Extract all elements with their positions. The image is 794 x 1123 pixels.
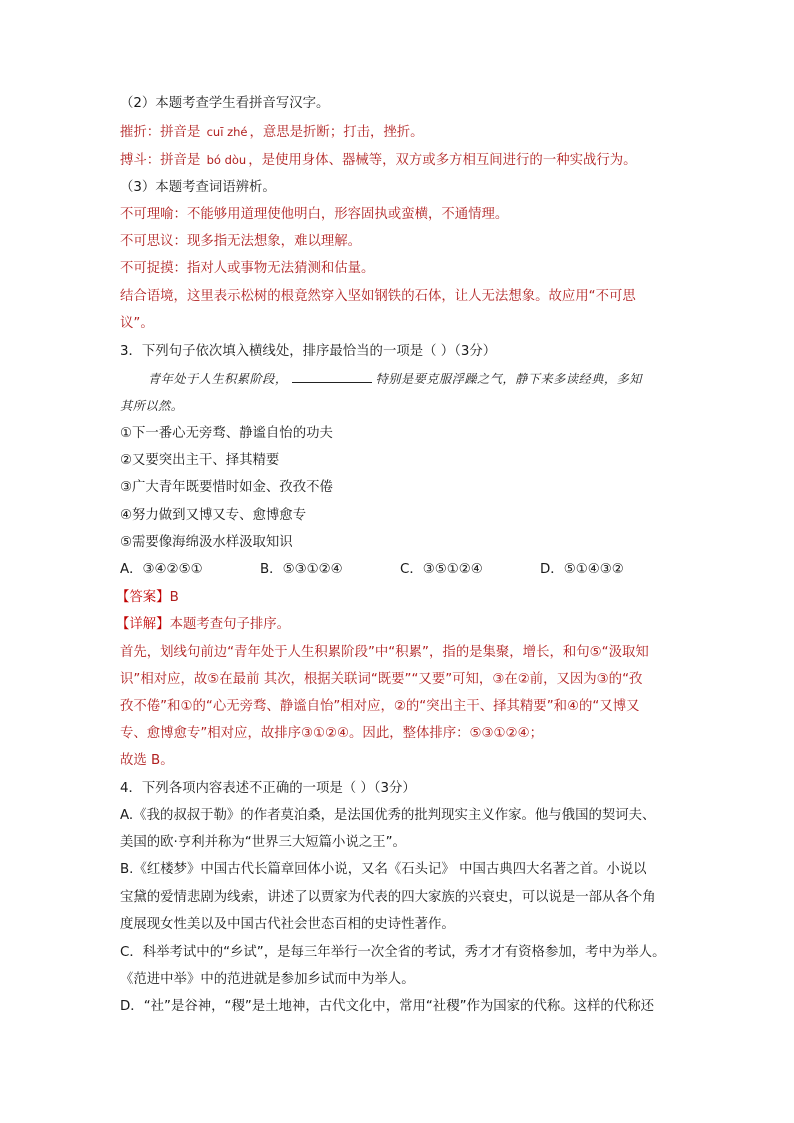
option-item-4: ④努力做到又博又专、愈博愈专 bbox=[120, 508, 307, 523]
option-item-5: ⑤需要像海绵汲水样汲取知识 bbox=[120, 535, 293, 550]
term-text: 搏斗：拼音是 bbox=[120, 153, 201, 168]
option-item-1: ①下一番心无旁骛、静谧自怡的功夫 bbox=[120, 426, 333, 441]
section-2-title: （2）本题考查学生看拼音写汉字。 bbox=[120, 96, 330, 111]
explain-line-4: 专、愈博愈专”相对应，故排序③①②④。因此，整体排序：⑤③①②④； bbox=[120, 726, 543, 741]
explain-head: 本题考查句子排序。 bbox=[169, 617, 291, 632]
choice-c: C．③⑤①②④ bbox=[400, 562, 483, 577]
meaning-text: ，意思是折断；打击，挫折。 bbox=[249, 125, 424, 140]
pinyin-text: bó dòu bbox=[206, 153, 247, 167]
question-3-sentence-cont: 其所以然。 bbox=[120, 399, 184, 413]
option-item-3: ③广大青年既要惜时如金、孜孜不倦 bbox=[120, 480, 333, 495]
context-conclusion-cont: 议”。 bbox=[120, 316, 154, 331]
pinyin-text: cuī zhé bbox=[206, 125, 248, 139]
word-explain-3: 不可捉摸：指对人或事物无法猜测和估量。 bbox=[120, 261, 375, 276]
explain-line-5: 故选 B。 bbox=[120, 753, 174, 768]
sentence-part-b: 特别是要克服浮躁之气，静下来多读经典，多知 bbox=[375, 372, 642, 386]
answer-tag: 【答案】 bbox=[116, 590, 170, 605]
q4-line-2: 美国的欧·亨利并称为“世界三大短篇小说之王”。 bbox=[120, 835, 406, 850]
explain-line bbox=[116, 616, 290, 634]
explain-line-3: 孜不倦”和①的“心无旁骛、静谧自怡”相对应，②的“突出主干、择其精要”和④的“又博又 bbox=[120, 699, 640, 714]
question-4-stem: 4．下列各项内容表述不正确的一项是（ ）（3分） bbox=[120, 781, 416, 796]
pinyin-item-bodou bbox=[120, 151, 637, 170]
answer-line bbox=[116, 589, 179, 607]
choice-d: D．⑤①④③② bbox=[540, 562, 624, 577]
q4-line-8: D．“社”是谷神，“稷”是土地神，古代文化中，常用“社稷”作为国家的代称。这样的代称还 bbox=[120, 999, 654, 1014]
question-3-sentence bbox=[148, 370, 642, 388]
term-text: 摧折：拼音是 bbox=[120, 125, 201, 140]
explain-line-2: 识”相对应，故⑤在最前 其次，根据关联词“既要”“又要”可知，③在②前，又因为③的“孜 bbox=[120, 672, 643, 687]
choice-b: B．⑤③①②④ bbox=[260, 562, 343, 577]
explain-tag: 【详解】 bbox=[116, 617, 170, 632]
q4-line-1: A.《我的叔叔于勒》的作者莫泊桑，是法国优秀的批判现实主义作家。他与俄国的契诃夫、 bbox=[120, 808, 656, 823]
sentence-part-a: 青年处于人生积累阶段， bbox=[148, 372, 288, 386]
context-conclusion: 结合语境，这里表示松树的根竟然穿入坚如钢铁的石体，让人无法想象。故应用“不可思 bbox=[120, 289, 636, 304]
explain-line-1: 首先，划线句前边“青年处于人生积累阶段”中“积累”，指的是集聚，增长，和句⑤“汲取知 bbox=[120, 645, 649, 660]
fill-blank-line bbox=[292, 370, 372, 383]
answer-choices bbox=[120, 561, 624, 579]
word-explain-2: 不可思议：现多指无法想象，难以理解。 bbox=[120, 234, 362, 249]
q4-line-3: B.《红楼梦》中国古代长篇章回体小说，又名《石头记》 中国古典四大名著之首。小说以 bbox=[120, 862, 647, 877]
meaning-text: ，是使用身体、器械等，双方或多方相互间进行的一种实战行为。 bbox=[248, 153, 637, 168]
choice-a: A．③④②⑤① bbox=[120, 562, 203, 577]
q4-line-4: 宝黛的爱情悲剧为线索，讲述了以贾家为代表的四大家族的兴衰史，可以说是一部从各个角 bbox=[120, 890, 656, 905]
word-explain-1: 不可理喻：不能够用道理使他明白，形容固执或蛮横，不通情理。 bbox=[120, 207, 509, 222]
option-item-2: ②又要突出主干、择其精要 bbox=[120, 453, 280, 468]
q4-line-6: C．科举考试中的“乡试”，是每三年举行一次全省的考试，秀才才有资格参加，考中为举人。 bbox=[120, 945, 666, 960]
section-3-title: （3）本题考查词语辨析。 bbox=[120, 180, 276, 195]
q4-line-7: 《范进中举》中的范进就是参加乡试而中为举人。 bbox=[120, 972, 415, 987]
q4-line-5: 度展现女性美以及中国古代社会世态百相的史诗性著作。 bbox=[120, 917, 455, 932]
question-3-stem: 3．下列句子依次填入横线处，排序最恰当的一项是（ ）（3分） bbox=[120, 344, 497, 359]
pinyin-item-cuizhe bbox=[120, 123, 424, 142]
answer-value: B bbox=[169, 590, 179, 605]
